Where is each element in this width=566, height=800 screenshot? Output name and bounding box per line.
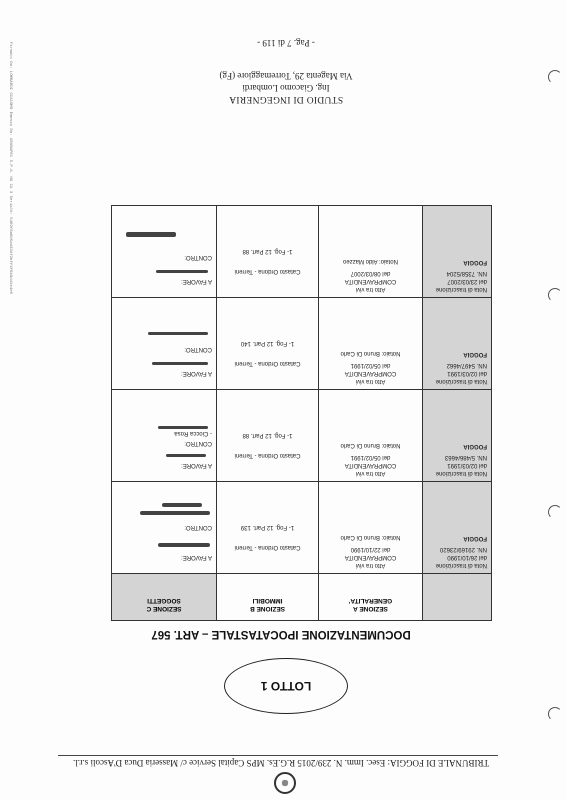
immobile-registry: Catasto Ordona - Terreni: [234, 544, 301, 550]
court-seal-logo: [274, 772, 296, 794]
immobile-parcel: 1- Fog. 12 Part. 88: [242, 247, 293, 254]
atto-kind: Atto tra vivi: [355, 562, 386, 568]
soggetti-cell: [112, 298, 217, 390]
atto-type: COMPRAVENDITA: [344, 461, 397, 468]
atto-notary: Notaio: Bruno Di Carlo: [340, 441, 401, 448]
atto-notary: Notaio: Bruno Di Carlo: [340, 533, 401, 540]
redaction-mark: [158, 543, 210, 547]
document-title: DOCUMENTAZIONE IPOCATASTALE – ART. 567: [151, 628, 411, 640]
immobile-cell: [217, 298, 319, 390]
nota-numbers: NN. 5/486/4663: [444, 453, 487, 460]
atto-date: del 05/02/1991: [350, 361, 391, 368]
nota-cell: [423, 390, 492, 482]
header-cell-sezione-b: [217, 574, 319, 621]
nota-date: del 23/03/2007: [447, 277, 487, 284]
soggetto-extra: - Ciocca Rosa: [174, 429, 212, 436]
atto-cell: [319, 298, 423, 390]
header-cell-sezione-c: [112, 574, 217, 621]
redaction-mark: [148, 332, 208, 335]
nota-city: FOGGIA: [463, 534, 487, 541]
redaction-mark: [166, 454, 206, 457]
redaction-mark: [156, 270, 208, 273]
atto-cell: [319, 390, 423, 482]
header-sublabel: IMMOBILI: [252, 596, 283, 604]
punch-hole-mark: [548, 288, 562, 302]
digital-signature-stamp: [0, 40, 12, 420]
punch-hole-mark: [548, 505, 562, 519]
header-divider: [58, 755, 498, 756]
header-cell-sezione-a: [319, 574, 423, 621]
contro-label: CONTRO:: [184, 253, 212, 260]
soggetti-cell: [112, 390, 217, 482]
header-sublabel: GENERALITA': [348, 596, 393, 604]
header-label: SEZIONE B: [249, 605, 286, 612]
immobile-parcel: 1- Fog. 12 Part. 88: [242, 431, 293, 438]
soggetti-cell: [112, 206, 217, 298]
studio-signature: [156, 69, 416, 105]
redaction-mark: [152, 362, 208, 365]
nota-numbers: NN. 5497/4662: [446, 361, 487, 368]
immobile-cell: [217, 390, 319, 482]
nota-type: Nota di trascrizione: [435, 378, 487, 384]
atto-cell: [319, 206, 423, 298]
header-cell-empty: [423, 574, 492, 621]
nota-city: FOGGIA: [463, 442, 487, 449]
soggetti-cell: [112, 482, 217, 574]
nota-date: del 02/03/1991: [447, 461, 487, 468]
atto-cell: [319, 482, 423, 574]
immobile-registry: Catasto Ordona - Terreni: [234, 268, 301, 274]
atto-kind: Atto tra vivi: [355, 378, 386, 384]
header-label: SEZIONE C: [146, 605, 182, 612]
redaction-mark: [140, 511, 210, 515]
atto-notary: Notaio: Aldo Mazzeo: [342, 257, 399, 264]
immobile-cell: [217, 482, 319, 574]
atto-kind: Atto tra vivi: [355, 286, 386, 292]
lotto-label: LOTTO 1: [224, 658, 348, 714]
nota-cell: [423, 206, 492, 298]
studio-name: STUDIO DI INGEGNERIA: [228, 94, 344, 104]
immobile-registry: Catasto Ordona - Terreni: [234, 452, 301, 458]
immobile-parcel: 1- Fog. 12 Part. 140: [240, 339, 295, 346]
contro-label: CONTRO:: [184, 523, 212, 530]
atto-date: del 08/03/2007: [350, 269, 391, 276]
favore-label: A FAVORE:: [181, 278, 212, 284]
contro-label: CONTRO:: [184, 345, 212, 352]
table-row: [112, 298, 492, 390]
table-row: [112, 206, 492, 298]
immobile-registry: Catasto Ordona - Terreni: [234, 360, 301, 366]
digital-signature-text: Firmato Da: LOMBARDI GIACOMO Emesso Da: ARUBAPEC S.P.A. NG CA 3 Serial#: 5469f8a6b5ad33df2bff4f6b9d41e4e0: [8, 42, 12, 295]
court-header-line: TRIBUNALE DI FOGGIA: Esec. Imm. N. 239/2015 R.G.Es. MPS Capital Service c/ Masseria Duca D'Ascoli s.r.l.: [72, 758, 490, 768]
contro-label: CONTRO:: [184, 439, 212, 446]
redaction-mark: [158, 426, 208, 429]
atto-kind: Atto tra vivi: [355, 470, 386, 476]
atto-type: COMPRAVENDITA: [344, 369, 397, 376]
ipocatastale-table: [111, 205, 492, 621]
header-sublabel: SOGGETTI: [147, 596, 181, 604]
nota-city: FOGGIA: [463, 258, 487, 265]
nota-type: Nota di trascrizione: [435, 286, 487, 292]
atto-type: COMPRAVENDITA: [344, 553, 397, 560]
nota-date: del 02/03/1991: [447, 369, 487, 376]
nota-type: Nota di trascrizione: [435, 470, 487, 476]
table-header-row: [112, 574, 492, 621]
nota-numbers: NN. 29169/23620: [439, 545, 487, 552]
table-row: [112, 482, 492, 574]
atto-date: del 05/02/1991: [350, 453, 391, 460]
atto-date: del 22/10/1990: [350, 545, 391, 552]
nota-type: Nota di trascrizione: [435, 562, 487, 568]
nota-city: FOGGIA: [463, 350, 487, 357]
atto-type: COMPRAVENDITA: [344, 277, 397, 284]
header-label: SEZIONE A: [353, 605, 388, 612]
redaction-mark: [162, 503, 202, 507]
engineer-name: Ing. Giacomo Lombardi: [242, 82, 330, 93]
immobile-cell: [217, 206, 319, 298]
atto-notary: Notaio: Bruno Di Carlo: [340, 349, 401, 356]
favore-label: A FAVORE:: [181, 370, 212, 376]
studio-address: Via Magenta 29, Torremaggiore (Fg): [219, 70, 353, 81]
nota-date: del 26/10/1990: [447, 553, 487, 560]
table-row: [112, 390, 492, 482]
redaction-mark: [126, 232, 176, 237]
favore-label: A FAVORE:: [181, 462, 212, 468]
punch-hole-mark: [548, 707, 562, 721]
punch-hole-mark: [548, 70, 562, 84]
favore-label: A FAVORE:: [181, 554, 212, 560]
nota-cell: [423, 298, 492, 390]
immobile-parcel: 1- Fog. 12 Part. 139: [240, 523, 295, 530]
nota-numbers: NN. 7358/5204: [446, 269, 487, 276]
page-number: - Pag. 7 di 119 -: [257, 38, 315, 48]
nota-cell: [423, 482, 492, 574]
